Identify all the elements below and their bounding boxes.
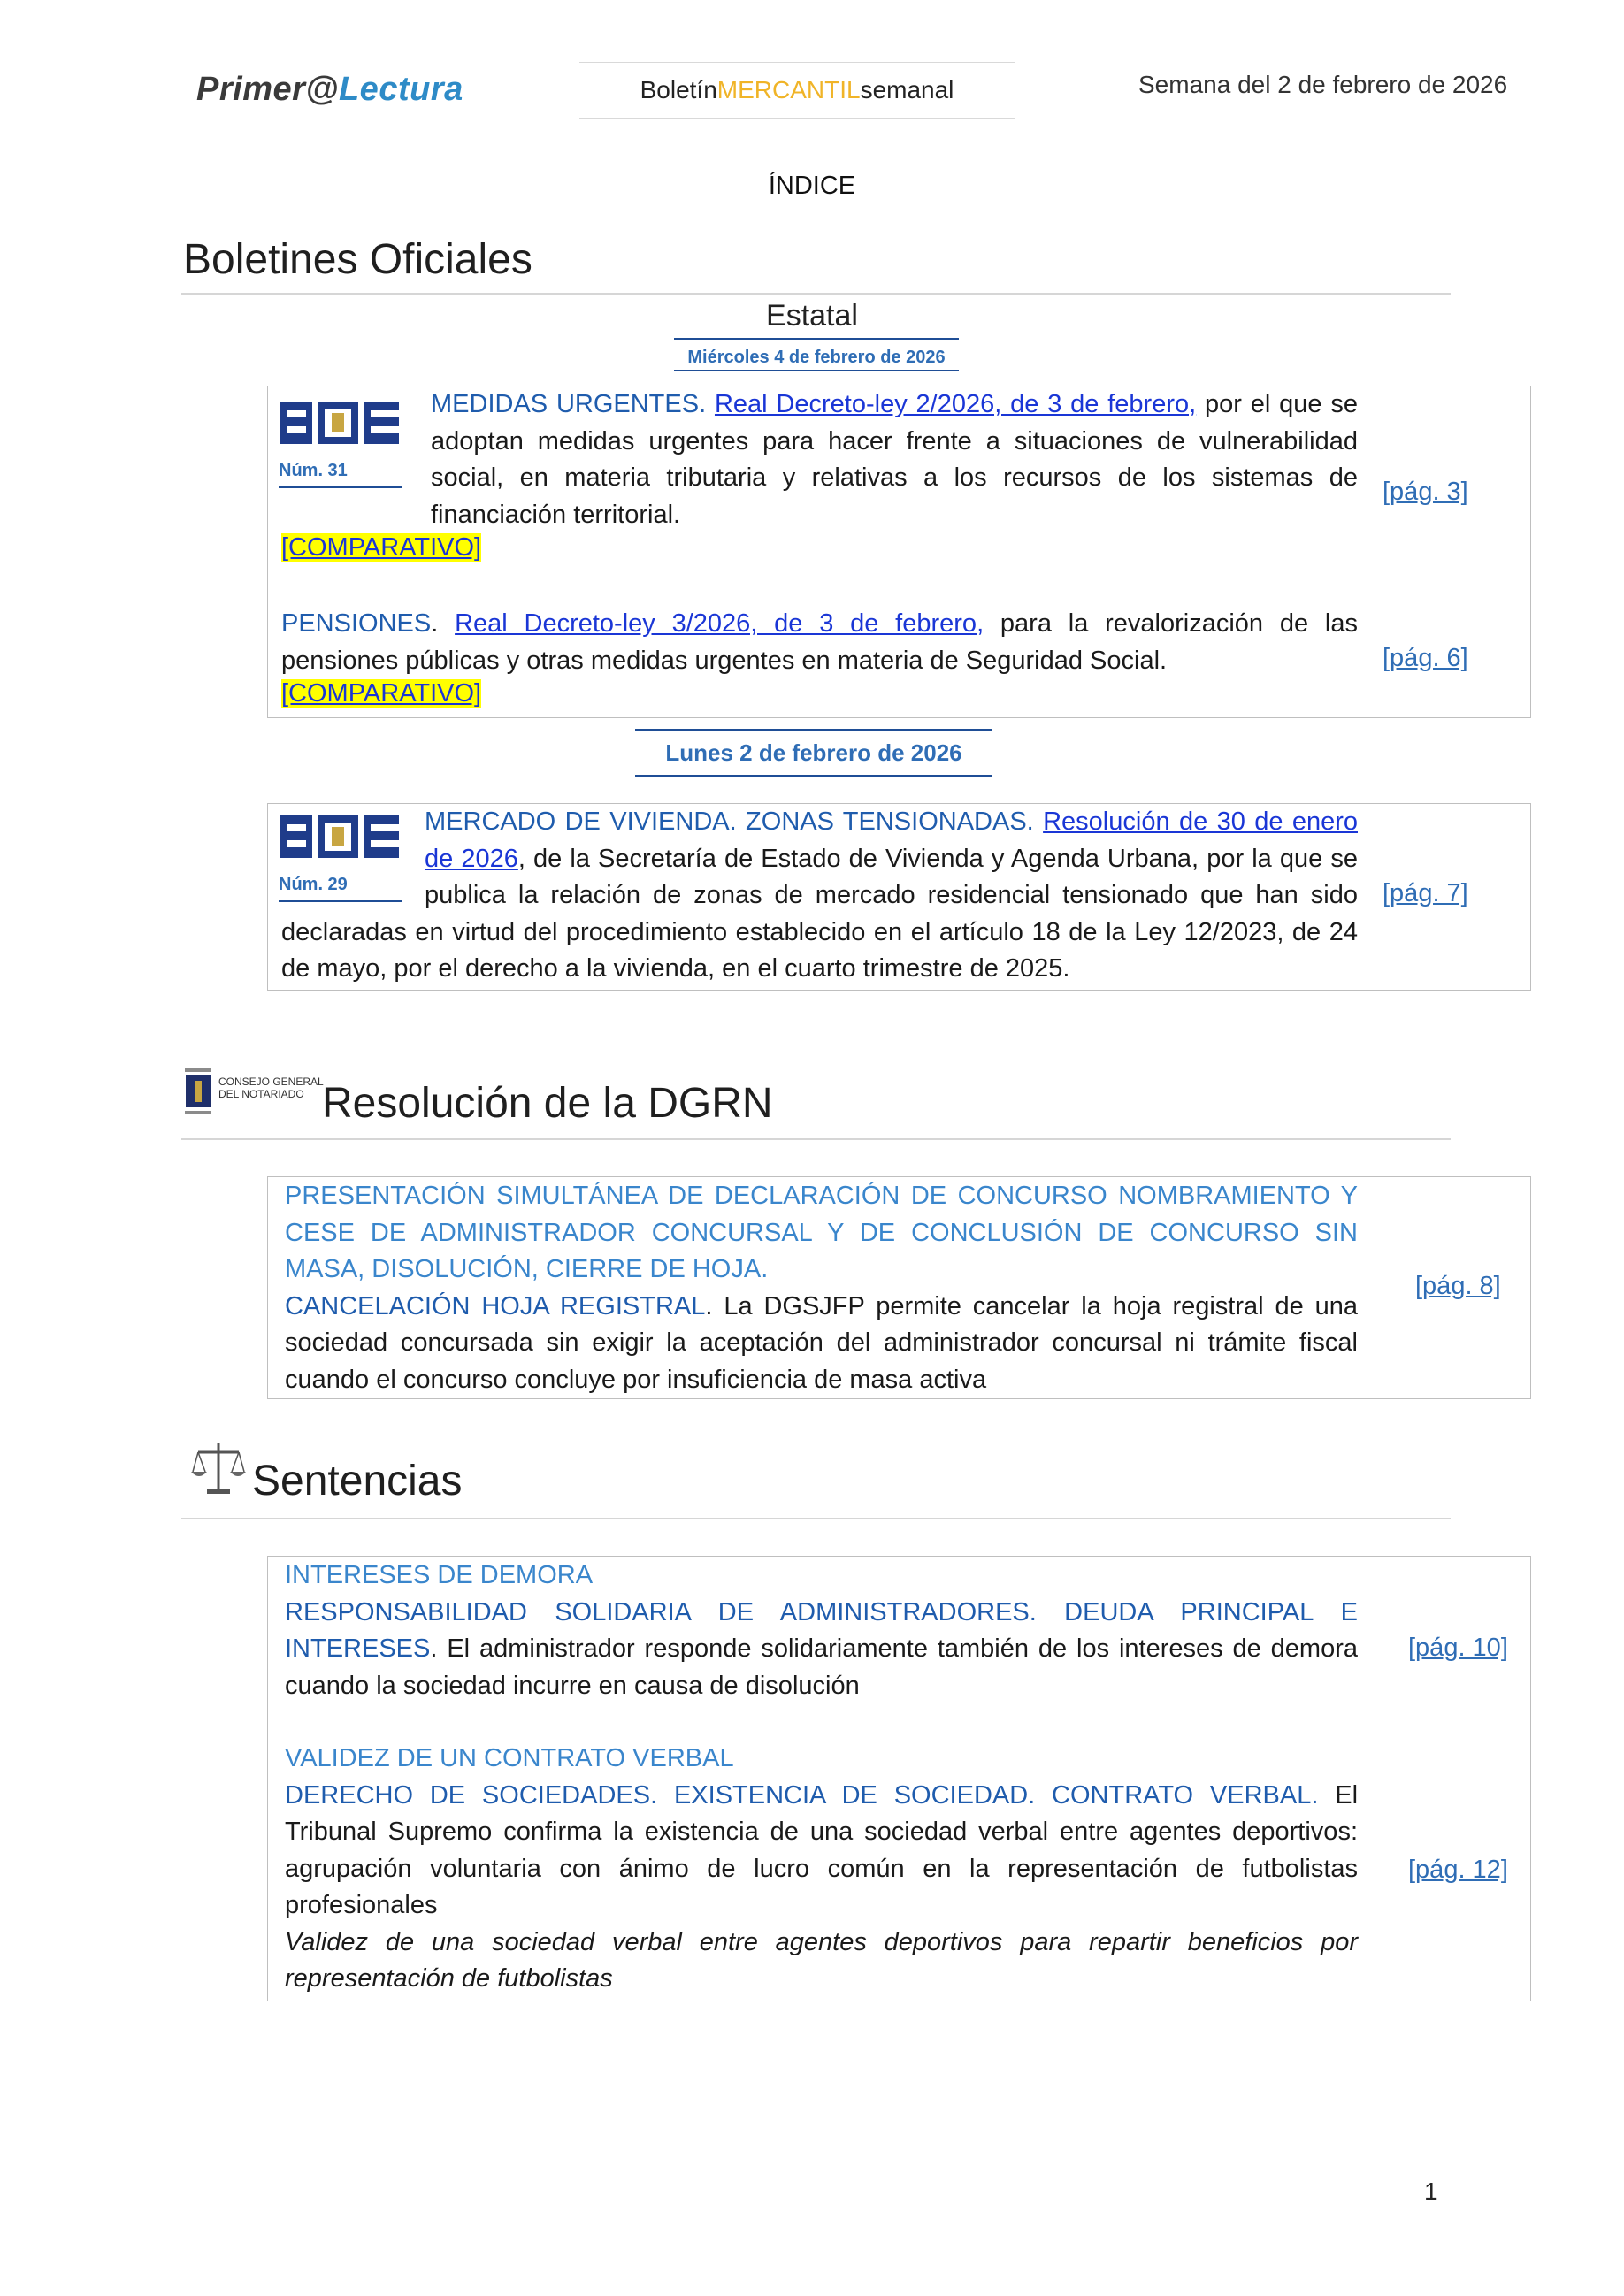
entry-desc-1: por el que se adoptan medidas urgentes para hacer frente a situaciones de vulnerabilidad social, en materia tributaria y relativas a los recursos de los sistemas de financiación territorial. — [431, 390, 1358, 529]
comparativo-link-2[interactable]: [COMPARATIVO] — [281, 679, 482, 708]
date-heading-2: Lunes 2 de febrero de 2026 — [635, 729, 992, 777]
dgrn-topic: CANCELACIÓN HOJA REGISTRAL — [285, 1291, 706, 1320]
estatal-underline — [674, 338, 959, 340]
scales-of-justice-icon — [191, 1440, 246, 1496]
bulletin-title-accent: MERCANTIL — [716, 76, 861, 103]
boe-logo-1 — [279, 398, 402, 488]
page-number: 1 — [1424, 2177, 1438, 2205]
link-rdl-3-2026[interactable]: Real Decreto-ley 3/2026, de 3 de febrero, — [455, 609, 984, 638]
boe-number-1: Núm. 31 — [279, 461, 402, 488]
sentencia-1-heading: INTERESES DE DEMORA — [285, 1561, 594, 1589]
comparativo-link-1[interactable]: [COMPARATIVO] — [281, 533, 482, 562]
sentencia-1-desc: . El administrador responde solidariamente también de los intereses de demora cuando la sociedad incurre en causa de disolución — [285, 1634, 1358, 1700]
date-heading-1: Miércoles 4 de febrero de 2026 — [674, 345, 959, 371]
comparativo-2-wrap — [281, 679, 481, 708]
dgrn-heading: PRESENTACIÓN SIMULTÁNEA DE DECLARACIÓN DE CONCURSO NOMBRAMIENTO Y CESE DE ADMINISTRADOR CONCURSAL Y DE CONCLUSIÓN DE CONCURSO SIN MASA, DISOLUCIÓN, CIERRE DE HOJA. — [285, 1182, 1358, 1283]
logo — [196, 71, 463, 109]
page-ref-1[interactable]: [pág. 3] — [1383, 478, 1468, 506]
bulletin-title-pre: Boletín — [640, 76, 717, 103]
logo-float-spacer — [281, 804, 425, 914]
dgrn-entry-text — [285, 1178, 1358, 1398]
dgrn-desc: . La DGSJFP permite cancelar la hoja registral de una sociedad concursada sin exigir la aceptación del administrador concursal ni trámite fiscal cuando el concurso concluye por insuficiencia de masa activa — [285, 1291, 1359, 1394]
index-heading: ÍNDICE — [768, 172, 856, 200]
sentencia-2-text — [285, 1741, 1358, 1998]
bulletin-title — [579, 62, 1015, 119]
topic-2-dot: . — [431, 609, 456, 638]
topic-2: PENSIONES — [281, 609, 432, 638]
entry-desc-3: , de la Secretaría de Estado de Vivienda y Agenda Urbana, por la que se publica la relación de zonas de mercado residencial tensionado que han sido declaradas en virtud del procedimiento establecido en el artículo 18 de la Ley 12/2023, de 24 de mayo, por el derecho a la vivienda, en el cuarto trimestre de 2025. — [281, 844, 1359, 983]
page-ref-sentencia-2[interactable]: [pág. 12] — [1408, 1856, 1508, 1884]
page-ref-sentencia-1[interactable]: [pág. 10] — [1408, 1634, 1508, 1662]
page-ref-2[interactable]: [pág. 6] — [1383, 644, 1468, 672]
section-title-boletines: Boletines Oficiales — [183, 236, 532, 283]
comparativo-1-wrap — [281, 533, 481, 563]
estatal-heading: Estatal — [766, 299, 858, 333]
logo-lectura: Lectura — [338, 71, 463, 108]
boe-logo-icon — [279, 398, 402, 448]
section-divider — [181, 1518, 1451, 1519]
link-rdl-2-2026[interactable]: Real Decreto-ley 2/2026, de 3 de febrero, — [714, 390, 1197, 418]
week-label: Semana del 2 de febrero de 2026 — [1138, 71, 1508, 98]
sentencia-2-heading: VALIDEZ DE UN CONTRATO VERBAL — [285, 1744, 734, 1772]
entry-text-3 — [281, 804, 1358, 988]
logo-primera: Primer@ — [196, 71, 339, 108]
topic-1: MEDIDAS URGENTES. — [431, 390, 707, 418]
page-ref-dgrn[interactable]: [pág. 8] — [1415, 1272, 1501, 1300]
bulletin-title-post: semanal — [860, 76, 954, 103]
entry-desc-2: para la revalorización de las pensiones públicas y otras medidas urgentes en materia de Seguridad Social. — [281, 609, 1358, 675]
notariado-line2: DEL NOTARIADO — [218, 1088, 304, 1100]
notariado-emblem-icon — [183, 1063, 213, 1120]
sentencia-2-topic: DERECHO DE SOCIEDADES. EXISTENCIA DE SOCIEDAD. CONTRATO VERBAL. — [285, 1780, 1319, 1810]
boe-number-2: Núm. 29 — [279, 875, 402, 902]
entry-text-2 — [281, 606, 1358, 679]
link-resolucion-vivienda[interactable]: Resolución de 30 de enero de 2026 — [425, 807, 1358, 873]
page-ref-3[interactable]: [pág. 7] — [1383, 879, 1468, 907]
section-divider — [181, 293, 1451, 295]
entry-text-1 — [431, 386, 1358, 533]
notariado-line1: CONSEJO GENERAL — [218, 1075, 324, 1088]
sentencia-1-text — [285, 1557, 1358, 1704]
sentencia-2-desc: El Tribunal Supremo confirma la existencia de una sociedad verbal entre agentes deportivos: agrupación voluntaria con ánimo de lucro común en la representación de futbolistas profesionales — [285, 1780, 1359, 1919]
topic-3: MERCADO DE VIVIENDA. ZONAS TENSIONADAS. — [425, 807, 1034, 836]
section-title-sentencias: Sentencias — [252, 1458, 463, 1504]
sentencia-1-topic: RESPONSABILIDAD SOLIDARIA DE ADMINISTRADORES. DEUDA PRINCIPAL E INTERESES — [285, 1597, 1358, 1663]
section-title-dgrn: Resolución de la DGRN — [322, 1080, 773, 1127]
notariado-logo — [183, 1063, 325, 1120]
sentencia-2-summary: Validez de una sociedad verbal entre agentes deportivos para repartir beneficios por representación de futbolistas — [285, 1927, 1358, 1993]
section-divider — [181, 1138, 1451, 1140]
